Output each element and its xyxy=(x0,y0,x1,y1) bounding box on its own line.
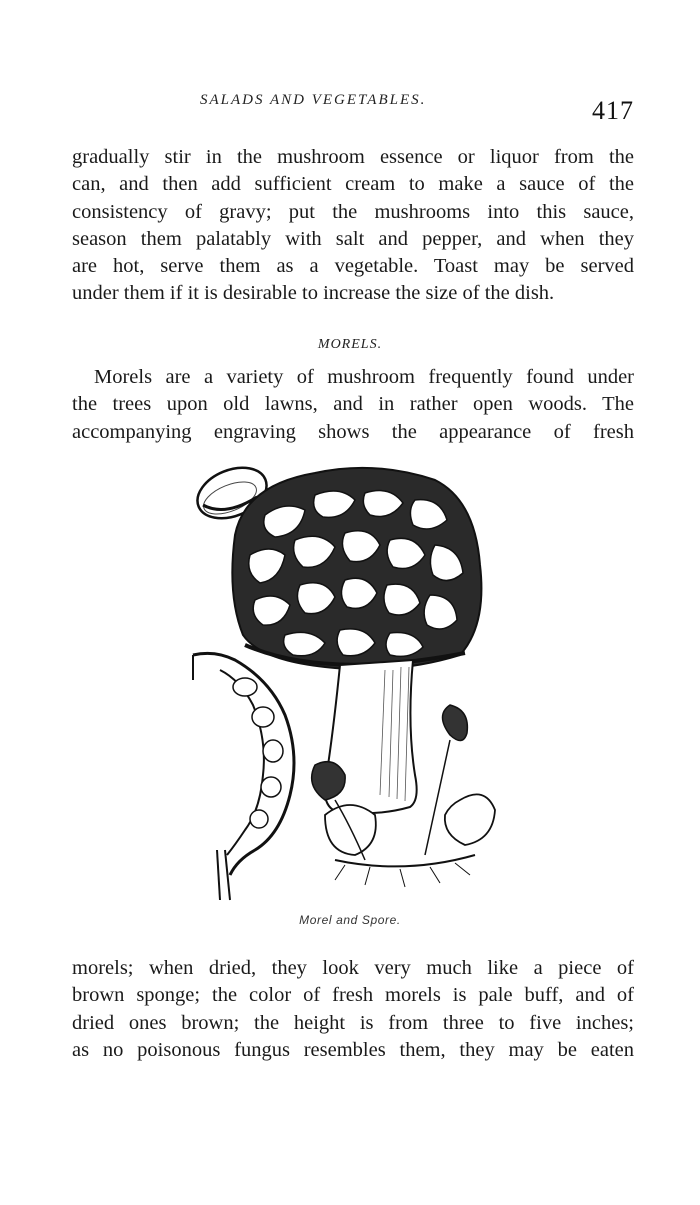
page-number: 417 xyxy=(592,96,634,125)
text-line: the trees upon old lawns, and in rather open woods. The xyxy=(72,393,634,416)
text-line: dried ones brown; the height is from three to five inches; xyxy=(72,1011,634,1034)
text-line: morels; when dried, they look very much like a piece of xyxy=(72,957,634,979)
morel-engraving xyxy=(175,455,515,905)
paragraph-morels-intro xyxy=(72,364,634,446)
text-line: Morels are a variety of mushroom frequently found under xyxy=(94,366,634,388)
text-line: can, and then add sufficient cream to make a sauce of the xyxy=(72,173,634,196)
text-line: season them palatably with salt and pepper, and when they xyxy=(72,227,634,250)
morel-illustration xyxy=(175,455,515,905)
text-line: as no poisonous fungus resembles them, they may be eaten xyxy=(72,1038,634,1061)
text-line: are hot, serve them as a vegetable. Toast may be served xyxy=(72,255,634,278)
cap-section-drawing xyxy=(193,653,294,900)
morel-cap-drawing xyxy=(232,468,481,669)
text-line: brown sponge; the color of fresh morels is pale buff, and of xyxy=(72,984,634,1007)
text-line: accompanying engraving shows the appearance of fresh xyxy=(72,420,634,443)
text-line: under them if it is desirable to increase the size of the dish. xyxy=(72,282,555,305)
text-line: gradually stir in the mushroom essence or liquor from the xyxy=(72,146,634,168)
text-line: consistency of gravy; put the mushrooms into this sauce, xyxy=(72,200,634,223)
running-title: SALADS AND VEGETABLES. xyxy=(200,92,427,108)
figure-caption: Morel and Spore. xyxy=(299,913,401,927)
paragraph-morels-description xyxy=(72,955,634,1064)
section-heading-morels: MORELS. xyxy=(317,337,383,352)
paragraph-mushroom-sauce xyxy=(72,144,634,308)
